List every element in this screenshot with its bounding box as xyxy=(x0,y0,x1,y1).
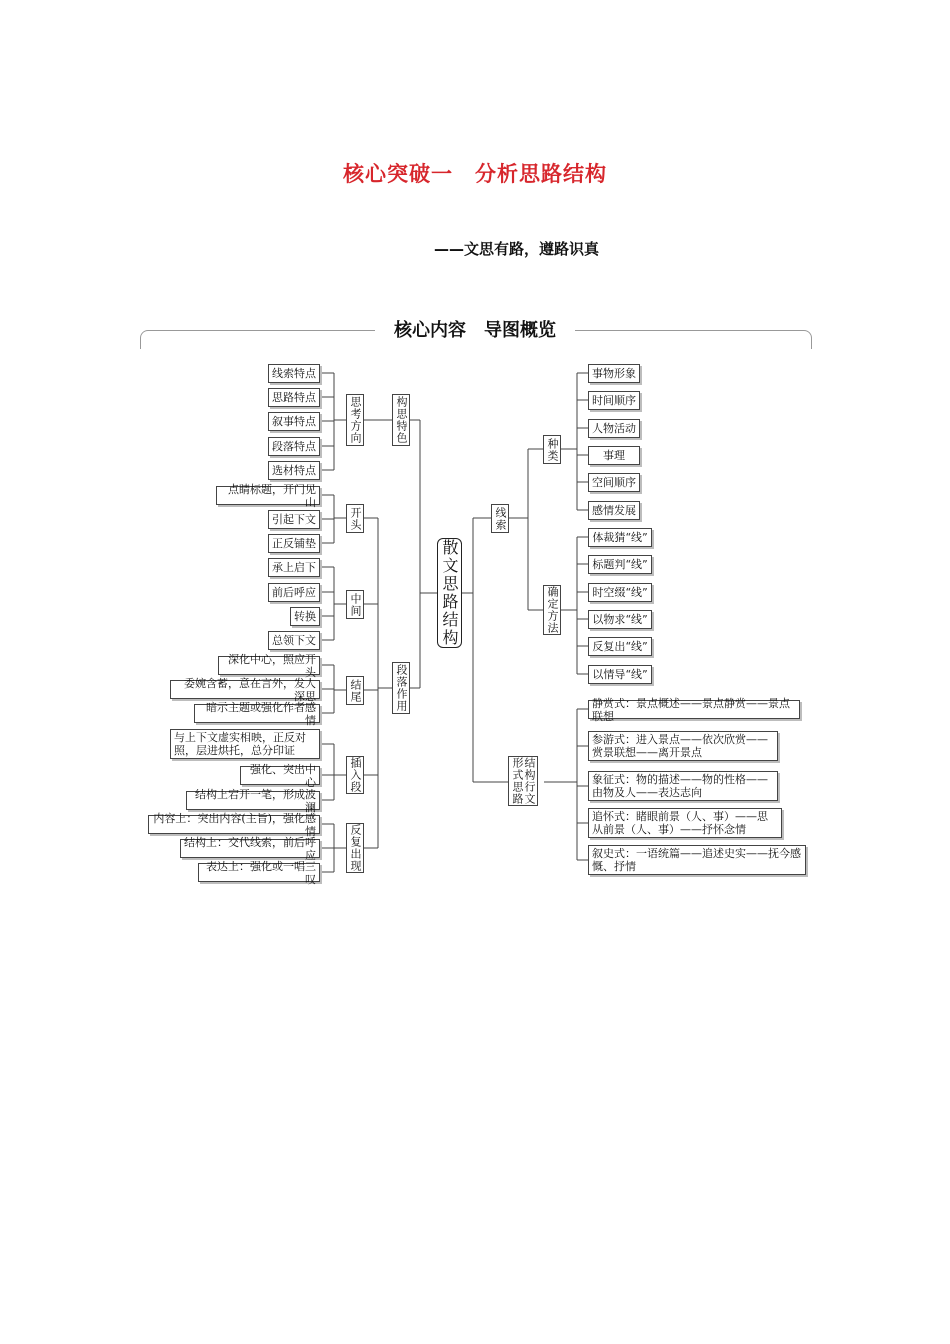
node-gousi: 构思特色 xyxy=(392,394,410,446)
node-zhonglei: 种类 xyxy=(543,435,561,464)
node-fangfa: 确定方法 xyxy=(543,585,561,635)
leaf-sikao-1: 线索特点 xyxy=(268,364,320,383)
leaf-xingwen-3: 象征式：物的描述——物的性格——由物及人——表达志向 xyxy=(588,771,778,801)
leaf-fanfu-3: 表达上：强化或一唱三叹 xyxy=(198,863,320,882)
leaf-fangfa-1: 体裁猜“线” xyxy=(588,528,652,547)
center-node: 散文思路结构 xyxy=(437,538,462,648)
node-zhongjian: 中间 xyxy=(346,590,364,619)
leaf-xingwen-2: 参游式：进入景点——依次欣赏——赏景联想——离开景点 xyxy=(588,731,778,761)
leaf-zhongjian-1: 承上启下 xyxy=(268,558,320,577)
leaf-sikao-5: 选材特点 xyxy=(268,461,320,480)
node-kaitou: 开头 xyxy=(346,504,364,533)
leaf-xingwen-5: 叙史式：一语统篇——追述史实——抚今感慨、抒情 xyxy=(588,845,806,875)
page-subtitle: ——文思有路，遵路识真 xyxy=(434,240,600,258)
leaf-fangfa-6: 以情导“线” xyxy=(588,665,652,684)
leaf-kaitou-3: 正反铺垫 xyxy=(268,534,320,553)
leaf-zhonglei-3: 人物活动 xyxy=(588,419,640,438)
leaf-sikao-2: 思路特点 xyxy=(268,388,320,407)
leaf-jiewei-2: 委婉含蓄，意在言外，发人深思 xyxy=(170,680,320,699)
leaf-fangfa-5: 反复出“线” xyxy=(588,637,652,656)
leaf-fangfa-3: 时空缀“线” xyxy=(588,583,652,602)
leaf-zhonglei-1: 事物形象 xyxy=(588,364,640,383)
leaf-zhonglei-2: 时间顺序 xyxy=(588,391,640,410)
section-title: 核心内容 导图概览 xyxy=(375,316,575,342)
node-sikao: 思考方向 xyxy=(346,394,364,446)
node-jiewei: 结尾 xyxy=(346,676,364,705)
leaf-zhonglei-4: 事理 xyxy=(588,446,640,465)
leaf-zhonglei-6: 感情发展 xyxy=(588,501,640,520)
leaf-charuduan-1: 与上下文虚实相映，正反对照，层进烘托，总分印证 xyxy=(170,729,320,759)
leaf-charuduan-3: 结构上宕开一笔，形成波澜 xyxy=(186,791,320,810)
leaf-sikao-3: 叙事特点 xyxy=(268,412,320,431)
node-charuduan: 插入段 xyxy=(346,756,364,794)
page-title: 核心突破一 分析思路结构 xyxy=(343,162,607,186)
leaf-jiewei-1: 深化中心，照应开头 xyxy=(218,656,320,675)
node-duanluo: 段落作用 xyxy=(392,662,410,714)
leaf-zhongjian-3: 转换 xyxy=(290,607,320,626)
node-xingwen-label-a: 行文思路 xyxy=(511,781,536,805)
node-fanfu: 反复出现 xyxy=(346,823,364,873)
leaf-kaitou-2: 引起下文 xyxy=(268,510,320,529)
leaf-fangfa-4: 以物求“线” xyxy=(588,610,652,629)
leaf-zhongjian-2: 前后呼应 xyxy=(268,583,320,602)
node-xingwen-label-b: 结构形式 xyxy=(511,757,536,781)
leaf-zhongjian-4: 总领下文 xyxy=(268,631,320,650)
leaf-xingwen-1: 静赏式：景点概述——景点静赏——景点联想 xyxy=(588,700,800,719)
leaf-charuduan-2: 强化、突出中心 xyxy=(240,766,320,785)
leaf-fanfu-2: 结构上：交代线索，前后呼应 xyxy=(180,839,320,858)
leaf-zhonglei-5: 空间顺序 xyxy=(588,473,640,492)
node-xingwen xyxy=(508,756,538,806)
leaf-fangfa-2: 标题判“线” xyxy=(588,555,652,574)
leaf-jiewei-3: 暗示主题或强化作者感情 xyxy=(194,704,320,723)
leaf-kaitou-1: 点睛标题，开门见山 xyxy=(216,486,320,505)
leaf-fanfu-1: 内容上：突出内容(主旨)，强化感情 xyxy=(148,815,320,834)
leaf-xingwen-4: 追怀式：睹眼前景（人、事）——思从前景（人、事）——抒怀念情 xyxy=(588,808,782,838)
node-xiansuo: 线索 xyxy=(491,504,509,533)
leaf-sikao-4: 段落特点 xyxy=(268,437,320,456)
